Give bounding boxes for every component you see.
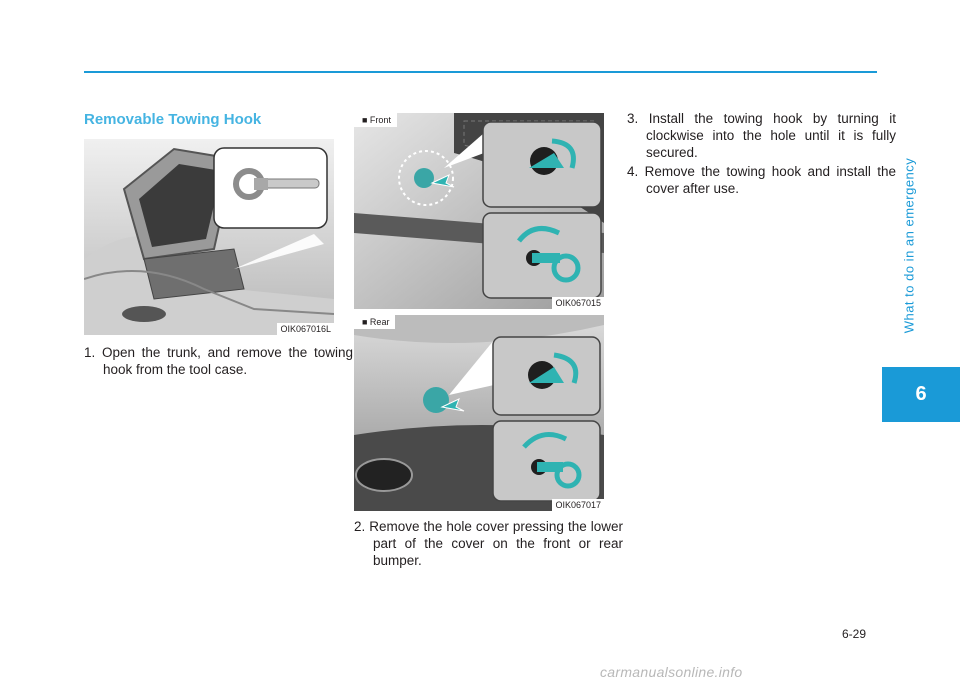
trunk-illustration <box>84 139 334 335</box>
top-rule <box>84 71 877 73</box>
trunk-figure <box>84 139 334 335</box>
chapter-number: 6 <box>915 383 927 405</box>
chapter-side-label <box>895 120 923 370</box>
section-title: Removable Towing Hook <box>84 111 262 128</box>
step-1: 1. Open the trunk, and remove the towing hook from the tool case. <box>84 345 353 377</box>
step-2: 2. Remove the hole cover pressing the lower part of the cover on the front or rear bumper. <box>354 519 623 568</box>
step-4: 4. Remove the towing hook and install the cover after use. <box>627 164 896 196</box>
step-3: 3. Install the towing hook by turning it clockwise into the hole until it is fully secured. <box>627 111 896 160</box>
rear-bumper-figure <box>354 315 604 511</box>
rear-bumper-illustration <box>354 315 604 511</box>
chapter-title: What to do in an emergency <box>901 157 917 333</box>
rear-figure-code: OIK067017 <box>552 499 604 511</box>
front-figure-code: OIK067015 <box>552 297 604 309</box>
front-bumper-figure <box>354 113 604 309</box>
rear-figure-label: ■ Rear <box>354 315 395 329</box>
front-figure-label: ■ Front <box>354 113 397 127</box>
chapter-number-tab <box>882 367 960 422</box>
watermark: carmanualsonline.info <box>600 664 743 680</box>
trunk-figure-code: OIK067016L <box>277 323 334 335</box>
page-number: 6-29 <box>842 627 867 641</box>
front-bumper-illustration <box>354 113 604 309</box>
